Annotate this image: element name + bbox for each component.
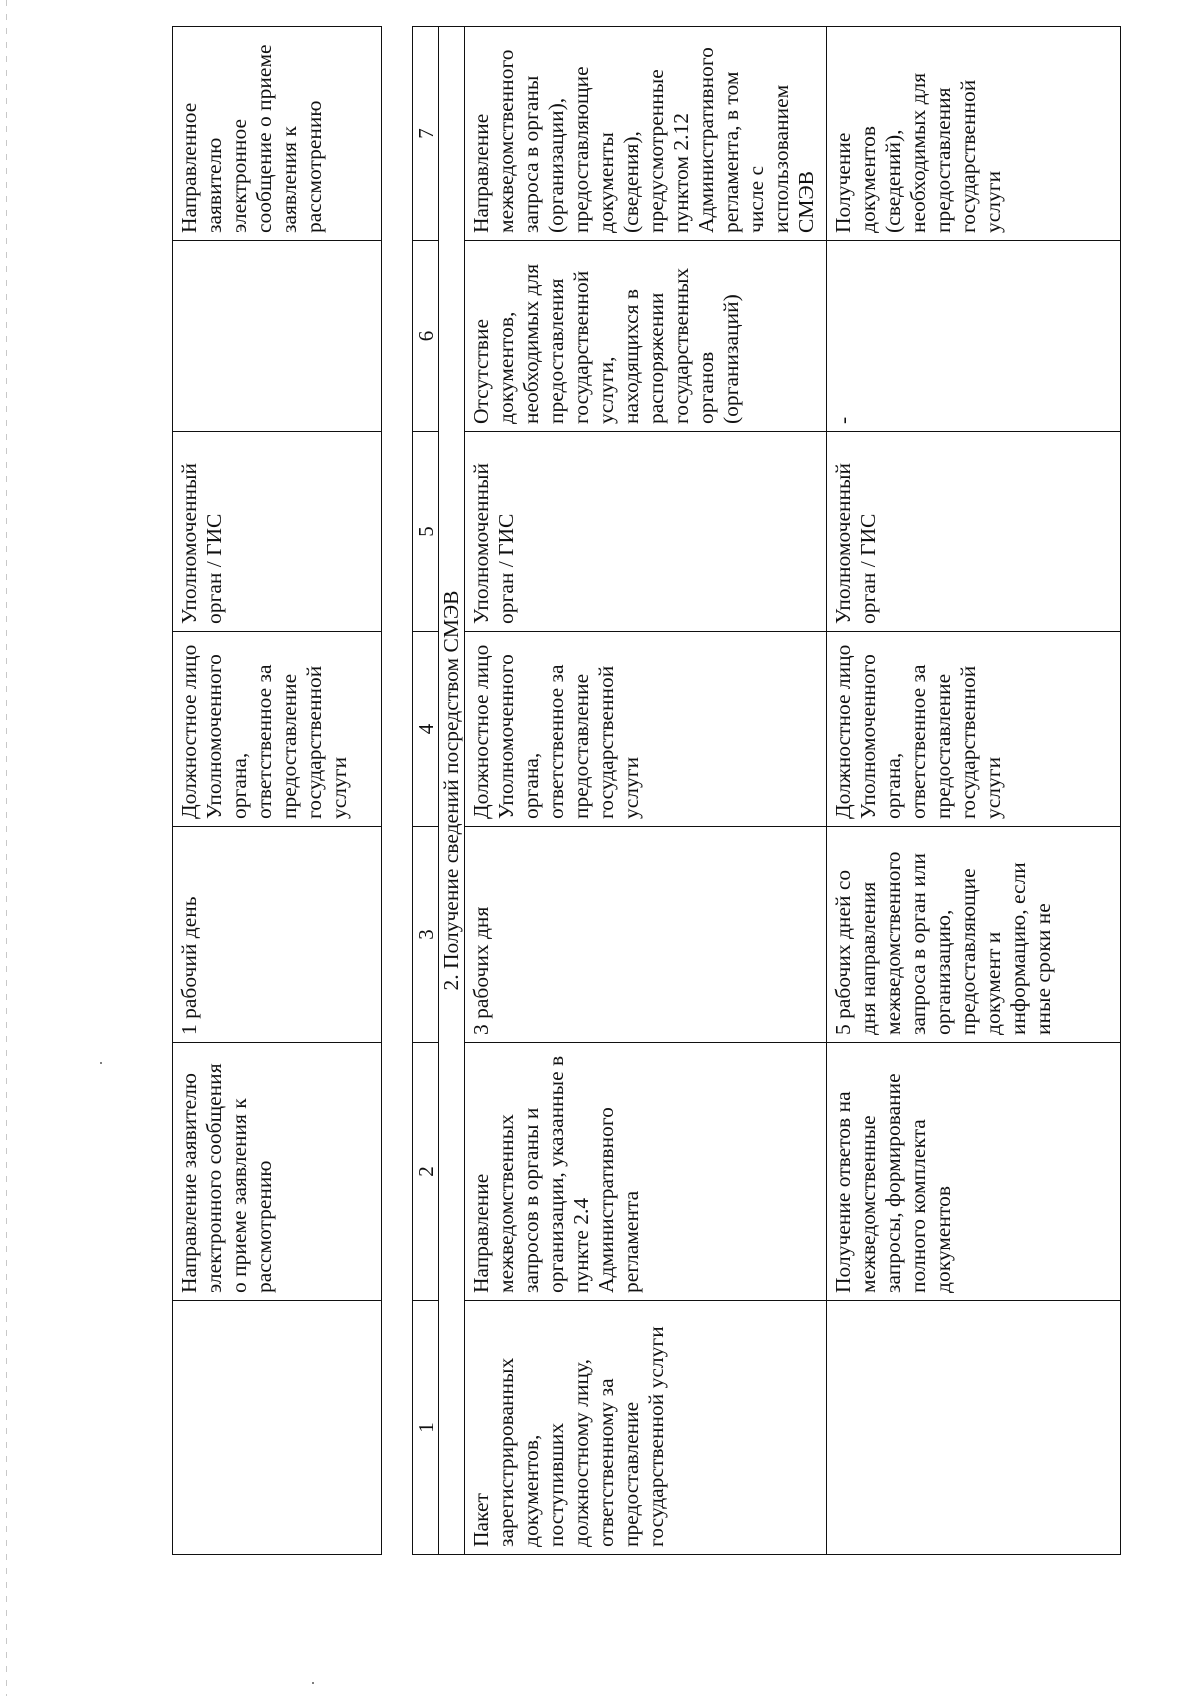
row2-cell-7: Получение документов (сведений), необходимых для предоставления государственной услуги — [827, 27, 1121, 241]
section-title: 2. Получение сведений посредством СМЭВ — [439, 27, 465, 1555]
top-table-row — [173, 27, 382, 1555]
row1-cell-2: Направление межведомственных запросов в органы и организации, указанные в пункте 2.4 Административного регламента — [465, 1043, 827, 1301]
header-col-6: 6 — [413, 241, 439, 432]
top-cell-7: Направленное заявителю электронное сообщение о приеме заявления к рассмотрению — [173, 27, 382, 241]
table-row — [465, 27, 827, 1555]
row1-cell-6: Отсутствие документов, необходимых для предоставления государственной услуги, находящихся в распоряжении государственных органов (организаций) — [465, 241, 827, 432]
row1-cell-5: Уполномоченный орган / ГИС — [465, 432, 827, 632]
header-col-7: 7 — [413, 27, 439, 241]
row1-cell-7: Направление межведомственного запроса в органы (организации), предоставляющие документы (сведения), предусмотренные пунктом 2.12 Административного регламента, в том числе с использованием СМЭВ — [465, 27, 827, 241]
row1-cell-4: Должностное лицо Уполномоченного органа, ответственное за предоставление государственной услуги — [465, 632, 827, 827]
header-col-4: 4 — [413, 632, 439, 827]
top-cell-5: Уполномоченный орган / ГИС — [173, 432, 382, 632]
top-table — [172, 26, 382, 1555]
top-cell-6 — [173, 241, 382, 432]
table-row — [827, 27, 1121, 1555]
top-cell-4: Должностное лицо Уполномоченного органа, ответственное за предоставление государственной услуги — [173, 632, 382, 827]
row2-cell-6: - — [827, 241, 1121, 432]
row2-cell-2: Получение ответов на межведомственные запросы, формирование полного комплекта документов — [827, 1043, 1121, 1301]
header-col-3: 3 — [413, 827, 439, 1043]
row1-cell-3: 3 рабочих дня — [465, 827, 827, 1043]
row2-cell-1 — [827, 1301, 1121, 1555]
top-cell-3: 1 рабочий день — [173, 827, 382, 1043]
top-cell-2: Направление заявителю электронного сообщения о приеме заявления к рассмотрению — [173, 1043, 382, 1301]
header-col-5: 5 — [413, 432, 439, 632]
header-row — [413, 27, 439, 1555]
row2-cell-5: Уполномоченный орган / ГИС — [827, 432, 1121, 632]
row2-cell-3: 5 рабочих дней со дня направления межведомственного запроса в орган или организацию, предоставляющие документ и информацию, если иные сроки не — [827, 827, 1121, 1043]
section-row — [439, 27, 465, 1555]
row1-cell-1: Пакет зарегистрированных документов, поступивших должностному лицу, ответственному за предоставление государственной услуги — [465, 1301, 827, 1555]
row2-cell-4: Должностное лицо Уполномоченного органа, ответственное за предоставление государственной услуги — [827, 632, 1121, 827]
top-cell-1 — [173, 1301, 382, 1555]
header-col-2: 2 — [413, 1043, 439, 1301]
header-col-1: 1 — [413, 1301, 439, 1555]
main-table — [412, 26, 1121, 1555]
